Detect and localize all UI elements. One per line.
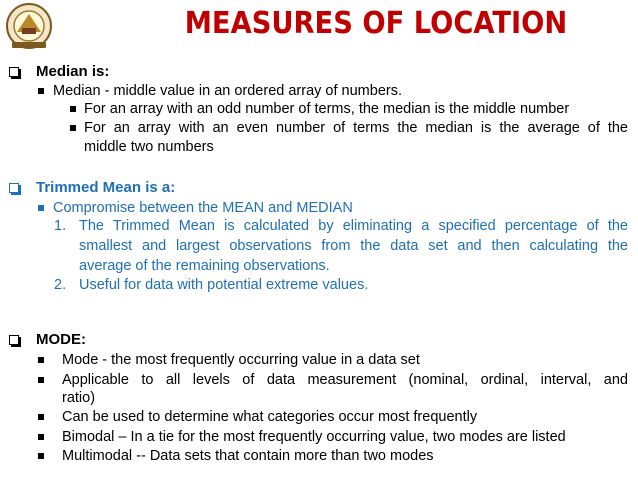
mode-heading: MODE: <box>36 331 86 348</box>
square-bullet-icon <box>38 205 44 211</box>
square-bullet-icon <box>70 125 76 131</box>
mode-item-5: Multimodal -- Data sets that contain more than two modes <box>62 448 434 464</box>
median-odd-rule: For an array with an odd number of terms, the median is the middle number <box>84 101 570 117</box>
list-number: 2. <box>54 277 67 293</box>
median-even-rule-cont: middle two numbers <box>84 139 214 155</box>
square-bullet-icon <box>38 88 44 94</box>
square-bullet-icon <box>38 357 44 363</box>
mode-item-2: Applicable to all levels of data measurement (nominal, ordinal, interval, and <box>62 372 628 388</box>
trimmed-item-1: The Trimmed Mean is calculated by eliminating a specified percentage of the <box>79 218 628 234</box>
mode-item-4: Bimodal – In a tie for the most frequently occurring value, two modes are listed <box>62 429 566 445</box>
institution-logo <box>2 2 56 50</box>
checkbox-icon <box>9 67 19 77</box>
square-bullet-icon <box>38 434 44 440</box>
trimmed-heading: Trimmed Mean is a: <box>36 179 176 196</box>
list-number: 1. <box>54 218 67 234</box>
median-even-rule: For an array with an even number of terms the median is the average of the <box>84 120 628 136</box>
mode-item-3: Can be used to determine what categories occur most frequently <box>62 409 478 425</box>
square-bullet-icon <box>38 414 44 420</box>
square-bullet-icon <box>70 106 76 112</box>
mode-item-1: Mode - the most frequently occurring value in a data set <box>62 352 420 368</box>
trimmed-item-1-cont2: average of the remaining observations. <box>79 258 330 274</box>
square-bullet-icon <box>38 377 44 383</box>
trimmed-item-2: Useful for data with potential extreme values. <box>79 277 369 293</box>
median-definition: Median - middle value in an ordered array of numbers. <box>53 83 402 99</box>
trimmed-definition: Compromise between the MEAN and MEDIAN <box>53 200 353 216</box>
square-bullet-icon <box>38 453 44 459</box>
mode-item-2-cont: ratio) <box>62 390 96 406</box>
page-title: MEASURES OF LOCATION <box>184 6 568 41</box>
median-heading: Median is: <box>36 63 110 80</box>
trimmed-item-1-cont: smallest and largest observations from the data set and then calculating the <box>79 238 628 254</box>
checkbox-icon <box>9 335 19 345</box>
checkbox-icon <box>9 183 19 193</box>
